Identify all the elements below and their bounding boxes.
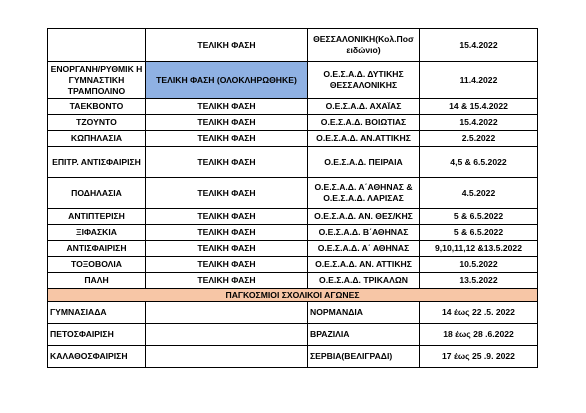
date-cell: 4,5 & 6.5.2022	[420, 147, 538, 178]
phase-cell: ΤΕΛΙΚΗ ΦΑΣΗ	[146, 209, 308, 225]
sport-cell: ΠΑΛΗ	[48, 273, 146, 289]
organizer-cell: Ο.Ε.Σ.Α.Δ. Β΄ΑΘΗΝΑΣ	[308, 225, 420, 241]
organizer-cell: Ο.Ε.Σ.Α.Δ. ΑΝ. ΘΕΣ/ΚΗΣ	[308, 209, 420, 225]
sport-cell: ΠΕΤΟΣΦΑΙΡΙΣΗ	[48, 324, 146, 346]
sport-cell: ΕΠΙΤΡ. ΑΝΤΙΣΦΑΙΡΙΣΗ	[48, 147, 146, 178]
organizer-cell: ΣΕΡΒΙΑ(ΒΕΛΙΓΡΑΔΙ)	[308, 346, 420, 368]
sport-cell: ΓΥΜΝΑΣΙΑΔΑ	[48, 302, 146, 324]
phase-cell: ΤΕΛΙΚΗ ΦΑΣΗ	[146, 131, 308, 147]
phase-cell: ΤΕΛΙΚΗ ΦΑΣΗ	[146, 115, 308, 131]
sport-cell: ΚΩΠΗΛΑΣΙΑ	[48, 131, 146, 147]
date-cell: 13.5.2022	[420, 273, 538, 289]
table-row	[48, 225, 538, 241]
organizer-cell: Ο.Ε.Σ.Α.Δ. ΠΕΙΡΑΙΑ	[308, 147, 420, 178]
sport-cell: ΤΑΕΚΒΟΝΤΟ	[48, 99, 146, 115]
organizer-cell: ΒΡΑΖΙΛΙΑ	[308, 324, 420, 346]
table-row	[48, 257, 538, 273]
table-row	[48, 324, 538, 346]
sport-cell: ΠΟΔΗΛΑΣΙΑ	[48, 178, 146, 209]
organizer-cell: Ο.Ε.Σ.Α.Δ. ΑΝ.ΑΤΤΙΚΗΣ	[308, 131, 420, 147]
date-cell: 15.4.2022	[420, 115, 538, 131]
phase-cell: ΤΕΛΙΚΗ ΦΑΣΗ	[146, 273, 308, 289]
phase-cell-empty	[146, 324, 308, 346]
schedule-table	[47, 28, 538, 368]
table-row	[48, 115, 538, 131]
date-cell: 14 & 15.4.2022	[420, 99, 538, 115]
date-cell: 5 & 6.5.2022	[420, 209, 538, 225]
table-row	[48, 178, 538, 209]
organizer-cell: Ο.Ε.Σ.Α.Δ. Α΄ ΑΘΗΝΑΣ	[308, 241, 420, 257]
schedule-table-body	[48, 29, 538, 368]
table-row	[48, 62, 538, 99]
organizer-cell: Ο.Ε.Σ.Α.Δ. ΒΟΙΩΤΙΑΣ	[308, 115, 420, 131]
phase-cell: ΤΕΛΙΚΗ ΦΑΣΗ	[146, 225, 308, 241]
table-row	[48, 131, 538, 147]
sport-cell: ΑΝΤΙΠΤΕΡΙΣΗ	[48, 209, 146, 225]
sport-cell: ΤΟΞΟΒΟΛΙΑ	[48, 257, 146, 273]
organizer-cell: Ο.Ε.Σ.Α.Δ. ΑΧΑΪΑΣ	[308, 99, 420, 115]
date-cell: 11.4.2022	[420, 62, 538, 99]
organizer-cell: Ο.Ε.Σ.Α.Δ. ΑΝ. ΑΤΤΙΚΗΣ	[308, 257, 420, 273]
phase-cell: ΤΕΛΙΚΗ ΦΑΣΗ	[146, 178, 308, 209]
table-row	[48, 29, 538, 62]
phase-cell: ΤΕΛΙΚΗ ΦΑΣΗ	[146, 147, 308, 178]
date-cell: 17 έως 25 .9. 2022	[420, 346, 538, 368]
date-cell: 9,10,11,12 &13.5.2022	[420, 241, 538, 257]
table-row	[48, 147, 538, 178]
section-header-row	[48, 289, 538, 302]
phase-cell-empty	[146, 302, 308, 324]
schedule-table-wrapper	[47, 28, 538, 368]
phase-cell: ΤΕΛΙΚΗ ΦΑΣΗ	[146, 29, 308, 62]
organizer-cell: Ο.Ε.Σ.Α.Δ. Α΄ΑΘΗΝΑΣ & Ο.Ε.Σ.Α.Δ. ΛΑΡΙΣΑΣ	[308, 178, 420, 209]
phase-cell: ΤΕΛΙΚΗ ΦΑΣΗ	[146, 99, 308, 115]
phase-cell: ΤΕΛΙΚΗ ΦΑΣΗ	[146, 257, 308, 273]
table-row	[48, 241, 538, 257]
date-cell: 18 έως 28 .6.2022	[420, 324, 538, 346]
date-cell: 10.5.2022	[420, 257, 538, 273]
sport-cell: ΚΑΛΑΘΟΣΦΑΙΡΙΣΗ	[48, 346, 146, 368]
sport-cell: ΑΝΤΙΣΦΑΙΡΙΣΗ	[48, 241, 146, 257]
phase-cell-empty	[146, 346, 308, 368]
sport-cell: ΤΖΟΥΝΤΟ	[48, 115, 146, 131]
table-row	[48, 346, 538, 368]
table-row	[48, 99, 538, 115]
sport-cell: ΕΝΟΡΓΑΝΗ/ΡΥΘΜΙΚ Η ΓΥΜΝΑΣΤΙΚΗ ΤΡΑΜΠΟΛΙΝΟ	[48, 62, 146, 99]
date-cell: 4.5.2022	[420, 178, 538, 209]
table-row	[48, 302, 538, 324]
sport-cell: ΞΙΦΑΣΚΙΑ	[48, 225, 146, 241]
phase-cell: ΤΕΛΙΚΗ ΦΑΣΗ (ΟΛΟΚΛΗΡΩΘΗΚΕ)	[146, 62, 308, 99]
organizer-cell: Ο.Ε.Σ.Α.Δ. ΤΡΙΚΑΛΩΝ	[308, 273, 420, 289]
date-cell: 15.4.2022	[420, 29, 538, 62]
date-cell: 5 & 6.5.2022	[420, 225, 538, 241]
table-row	[48, 273, 538, 289]
organizer-cell: ΝΟΡΜΑΝΔΙΑ	[308, 302, 420, 324]
section-header: ΠΑΓΚΟΣΜΙΟΙ ΣΧΟΛΙΚΟΙ ΑΓΩΝΕΣ	[48, 289, 538, 302]
phase-cell: ΤΕΛΙΚΗ ΦΑΣΗ	[146, 241, 308, 257]
table-row	[48, 209, 538, 225]
sport-cell	[48, 29, 146, 62]
organizer-cell: Ο.Ε.Σ.Α.Δ. ΔΥΤΙΚΗΣ ΘΕΣΣΑΛΟΝΙΚΗΣ	[308, 62, 420, 99]
organizer-cell: ΘΕΣΣΑΛΟΝΙΚΗ(Κολ.Ποσ ειδώνιο)	[308, 29, 420, 62]
date-cell: 14 έως 22 .5. 2022	[420, 302, 538, 324]
date-cell: 2.5.2022	[420, 131, 538, 147]
